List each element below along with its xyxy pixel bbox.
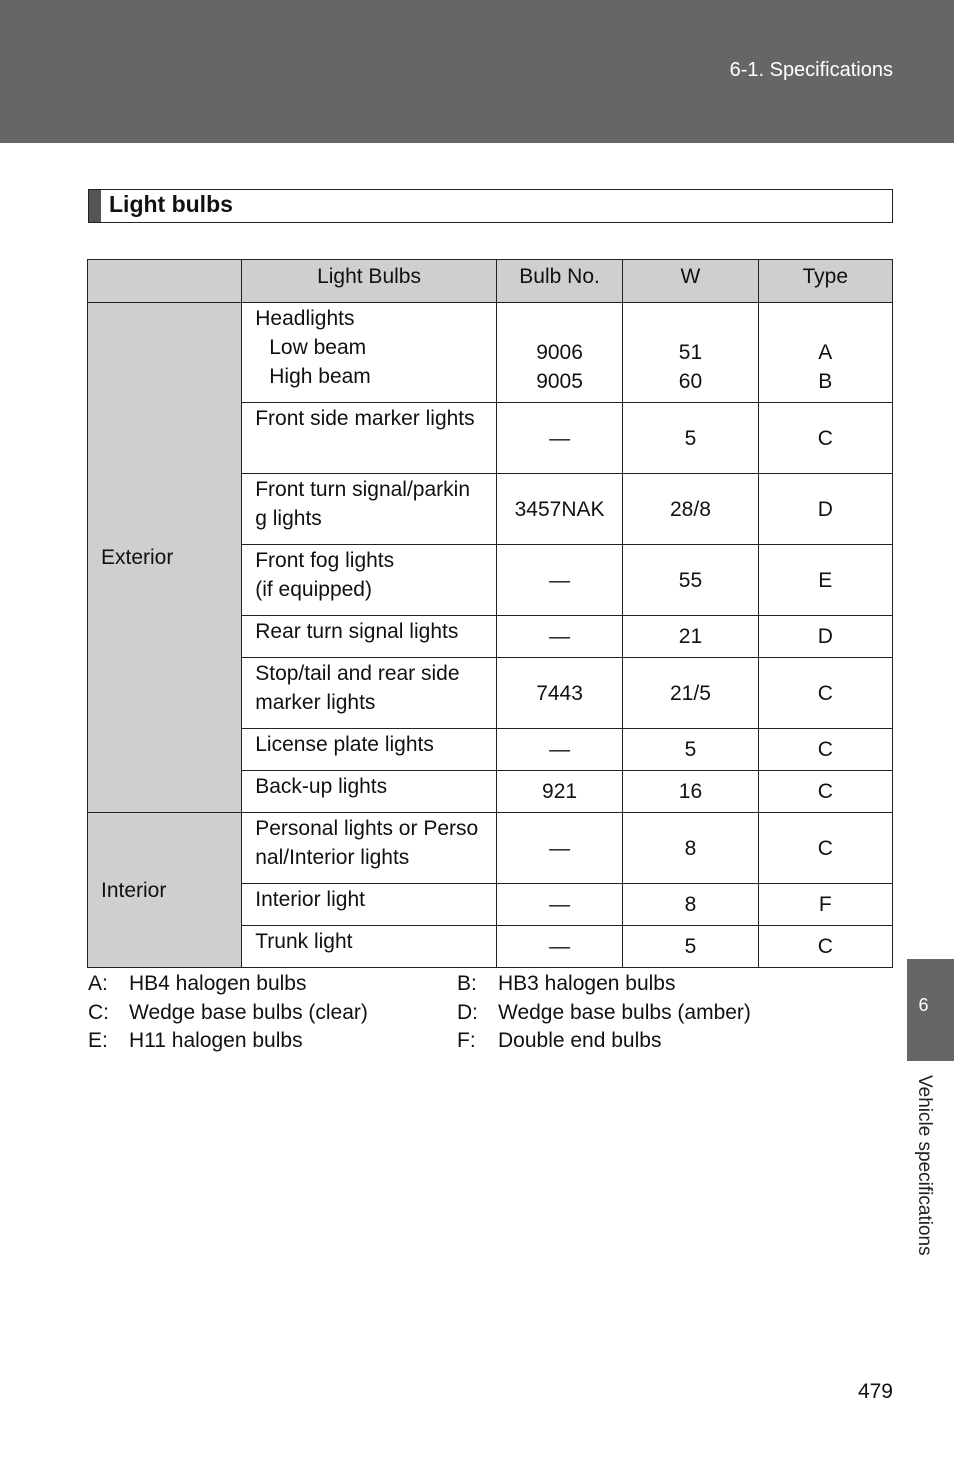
bulb-name: [242, 545, 497, 616]
bulb-w: 21/5: [623, 658, 758, 729]
bulb-type: C: [758, 771, 892, 813]
bulb-w: 55: [623, 545, 758, 616]
page-number: 479: [857, 1380, 893, 1403]
table-row: [88, 303, 893, 403]
bulb-w: 16: [623, 771, 758, 813]
bulb-name-text: Personal lights or Personal/Interior lights: [255, 817, 479, 869]
bulb-type: C: [758, 813, 892, 884]
bulb-no: —: [496, 403, 623, 474]
legend-text: HB3 halogen bulbs: [498, 972, 676, 995]
bulb-name: Interior light: [242, 884, 497, 926]
table-header-light-bulbs: Light Bulbs: [242, 260, 497, 303]
table-header-row: [88, 260, 893, 303]
legend-text: HB4 halogen bulbs: [129, 972, 307, 995]
table-header-group: [88, 260, 242, 303]
legend-key: E:: [88, 1029, 108, 1052]
bulb-name: [242, 658, 497, 729]
legend-item: [457, 1027, 826, 1056]
bulb-no: 3457NAK: [496, 474, 623, 545]
legend-row: [88, 970, 826, 999]
bulb-name-text: Front turn signal/parking lights: [255, 478, 471, 530]
bulb-name: [242, 403, 497, 474]
section-title: Light bulbs: [109, 191, 233, 217]
bulb-w: 60: [678, 370, 703, 393]
bulb-no: —: [496, 616, 623, 658]
bulb-no: —: [496, 813, 623, 884]
legend-item: [88, 970, 457, 999]
bulb-subname: Low beam: [269, 336, 367, 359]
legend-item: [88, 1027, 457, 1056]
bulb-name: [242, 813, 497, 884]
bulb-w: 5: [623, 729, 758, 771]
bulb-w: 51: [678, 341, 703, 364]
bulb-name-text: Stop/tail and rear side marker lights: [255, 662, 460, 714]
section-title-box: [88, 189, 893, 223]
bulb-w: 8: [623, 884, 758, 926]
bulb-no: 7443: [496, 658, 623, 729]
table-header-type: Type: [758, 260, 892, 303]
legend-text: Wedge base bulbs (amber): [498, 1000, 751, 1024]
chapter-tab-number: 6: [918, 995, 929, 1015]
table-header-w: W: [623, 260, 758, 303]
bulb-no: 9006: [536, 341, 583, 364]
legend-key: B:: [457, 972, 477, 995]
bulb-type: A: [818, 341, 833, 364]
legend-text: Double end bulbs: [498, 1029, 662, 1052]
bulb-no: —: [496, 926, 623, 968]
header-section-title: 6-1. Specifications: [729, 59, 893, 81]
section-title-mark: [89, 190, 101, 222]
bulb-no: —: [496, 884, 623, 926]
bulb-no: —: [496, 729, 623, 771]
bulb-w: 21: [623, 616, 758, 658]
bulb-w-cell: [623, 303, 758, 403]
bulb-type: C: [758, 926, 892, 968]
table-row: [88, 813, 893, 884]
bulb-type: B: [818, 370, 833, 393]
bulb-name: Back-up lights: [242, 771, 497, 813]
bulb-type: C: [758, 658, 892, 729]
legend-item: [457, 970, 826, 999]
chapter-tab: [907, 959, 954, 1061]
bulb-subname: High beam: [269, 365, 371, 388]
bulb-w: 28/8: [623, 474, 758, 545]
table-header-bulb-no: Bulb No.: [496, 260, 623, 303]
legend-key: A:: [88, 972, 108, 995]
bulb-no-cell: [496, 303, 623, 403]
bulb-type: D: [758, 616, 892, 658]
chapter-tab-label: Vehicle specifications: [914, 1075, 935, 1256]
header-bar: [0, 0, 954, 143]
group-exterior: Exterior: [88, 303, 242, 813]
bulb-name-text: Front fog lights (if equipped): [255, 549, 395, 601]
bulb-name: [242, 474, 497, 545]
bulb-type: D: [758, 474, 892, 545]
group-interior: Interior: [88, 813, 242, 968]
bulb-w: 5: [623, 926, 758, 968]
bulb-name-text: Front side marker lights: [255, 407, 475, 430]
bulb-name: Trunk light: [242, 926, 497, 968]
legend-row: [88, 1027, 826, 1056]
bulb-type-legend: [88, 970, 826, 1056]
legend-key: F:: [457, 1029, 476, 1052]
legend-text: H11 halogen bulbs: [129, 1029, 303, 1052]
bulb-type-cell: [758, 303, 892, 403]
bulb-w: 5: [623, 403, 758, 474]
bulb-name: License plate lights: [242, 729, 497, 771]
bulb-no: 921: [496, 771, 623, 813]
legend-key: C:: [88, 1000, 109, 1024]
bulb-name: Rear turn signal lights: [242, 616, 497, 658]
legend-item: [457, 999, 826, 1028]
bulb-no: —: [496, 545, 623, 616]
bulb-name: Headlights: [255, 307, 355, 330]
bulb-type: C: [758, 729, 892, 771]
legend-key: D:: [457, 1000, 478, 1024]
bulb-type: E: [758, 545, 892, 616]
light-bulbs-table: [87, 259, 893, 968]
bulb-type: C: [758, 403, 892, 474]
bulb-type: F: [758, 884, 892, 926]
bulb-no: 9005: [536, 370, 583, 393]
legend-row: [88, 999, 826, 1028]
legend-item: [88, 999, 457, 1028]
legend-text: Wedge base bulbs (clear): [129, 1000, 368, 1024]
bulb-w: 8: [623, 813, 758, 884]
bulb-name-cell: [242, 303, 497, 403]
